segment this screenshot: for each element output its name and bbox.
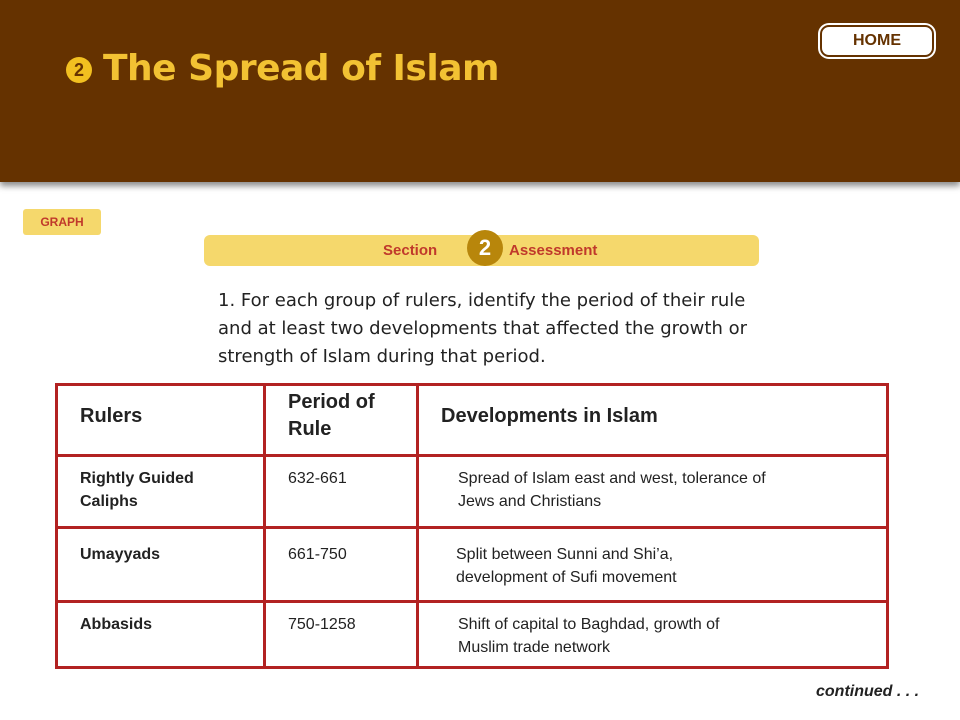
- table-rule-top: [55, 383, 889, 386]
- assessment-label: Assessment: [509, 242, 598, 259]
- table-rule-row1: [55, 526, 889, 529]
- table-rule-right: [886, 383, 889, 669]
- section-number-circle: 2: [467, 230, 503, 266]
- row1-developments: Spread of Islam east and west, tolerance of Jews and Christians: [458, 470, 766, 510]
- table-rule-bottom: [55, 666, 889, 669]
- section-number-badge: 2: [66, 57, 92, 83]
- section-assessment-bar: [204, 235, 759, 266]
- row1-period: 632-661: [288, 470, 347, 487]
- row3-developments: Shift of capital to Baghdad, growth of Muslim trade network: [458, 616, 720, 656]
- header-period: Period of Rule: [288, 391, 375, 440]
- question-text: 1. For each group of rulers, identify the period of their rule and at least two developments that affected the growth or strength of Islam during that period.: [218, 290, 747, 367]
- row1-ruler: Rightly Guided Caliphs: [80, 470, 194, 510]
- home-button[interactable]: HOME: [820, 25, 934, 57]
- table-rule-col2: [416, 383, 419, 669]
- table-rule-col1: [263, 383, 266, 669]
- row2-developments: Split between Sunni and Shi’a, development of Sufi movement: [456, 546, 677, 586]
- rulers-table: [55, 383, 889, 669]
- header-rulers: Rulers: [80, 405, 143, 427]
- table-rule-header: [55, 454, 889, 457]
- row2-period: 661-750: [288, 546, 347, 563]
- section-label: Section: [383, 242, 438, 259]
- header-developments: Developments in Islam: [441, 405, 658, 427]
- table-rule-row2: [55, 600, 889, 603]
- header-banner: [0, 0, 960, 182]
- row2-ruler: Umayyads: [80, 546, 161, 563]
- graph-tag[interactable]: GRAPH: [23, 209, 101, 235]
- page-title: The Spread of Islam: [103, 48, 499, 89]
- table-rule-left: [55, 383, 58, 669]
- row3-period: 750-1258: [288, 616, 356, 633]
- continued-label: continued . . .: [816, 683, 920, 700]
- row3-ruler: Abbasids: [80, 616, 153, 633]
